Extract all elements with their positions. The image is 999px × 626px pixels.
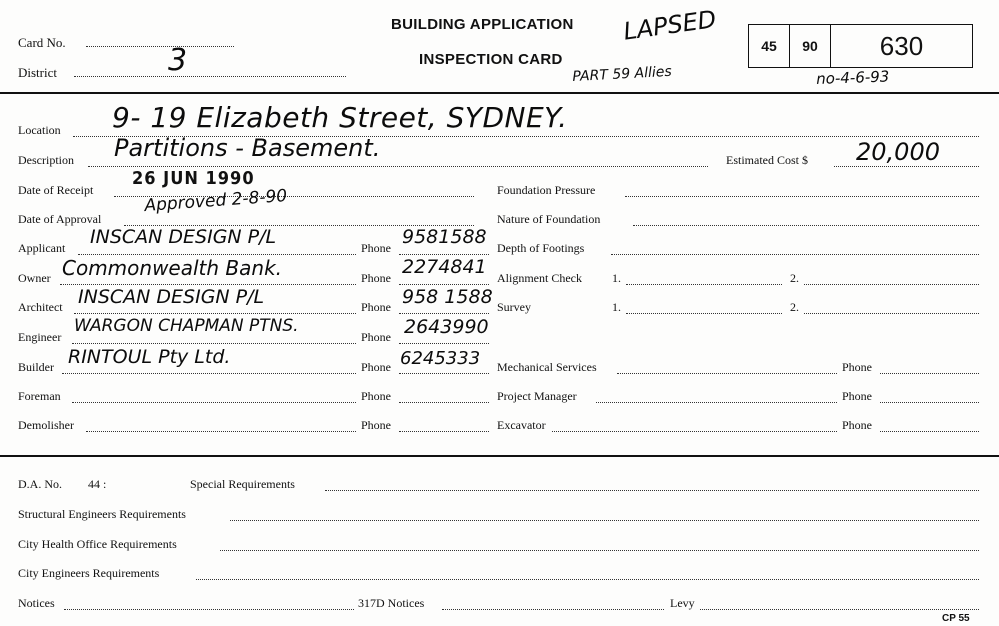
alignment-check-label: Alignment Check — [497, 271, 582, 285]
owner-value: Commonwealth Bank. — [62, 256, 283, 280]
foreman-label: Foreman — [18, 389, 61, 403]
city-engineers-label: City Engineers Requirements — [18, 566, 160, 580]
applicant-phone: 9581588 — [402, 226, 487, 248]
mechanical-services-phone-line — [880, 373, 979, 374]
foundation-pressure-line — [625, 196, 979, 197]
engineer-phone-line — [399, 343, 489, 344]
excavator-phone-label: Phone — [842, 418, 872, 432]
notices-line — [64, 609, 354, 610]
date-of-approval-label: Date of Approval — [18, 212, 102, 226]
engineer-line — [72, 343, 356, 344]
title-line1: BUILDING APPLICATION — [391, 16, 574, 33]
architect-label: Architect — [18, 300, 63, 314]
applicant-phone-label: Phone — [361, 241, 391, 255]
foreman-phone-line — [399, 402, 489, 403]
city-engineers-line — [196, 579, 979, 580]
survey-2-label: 2. — [790, 300, 799, 314]
mechanical-services-label: Mechanical Services — [497, 360, 597, 374]
builder-phone-line — [399, 373, 489, 374]
foreman-line — [72, 402, 356, 403]
alignment-check-1-line — [626, 284, 782, 285]
engineer-phone-label: Phone — [361, 330, 391, 344]
project-manager-label: Project Manager — [497, 389, 577, 403]
special-requirements-line — [325, 490, 979, 491]
district-line — [74, 76, 346, 77]
architect-phone-label: Phone — [361, 300, 391, 314]
notices-label: Notices — [18, 596, 55, 610]
number-box-1 — [748, 24, 790, 68]
location-label: Location — [18, 123, 61, 137]
form-code: CP 55 — [942, 613, 970, 624]
number-box-3-value: 630 — [879, 30, 924, 61]
demolisher-phone-label: Phone — [361, 418, 391, 432]
excavator-phone-line — [880, 431, 979, 432]
number-box-3 — [830, 24, 973, 68]
builder-line — [62, 373, 356, 374]
receipt-stamp: 26 JUN 1990 — [132, 168, 255, 189]
architect-value: INSCAN DESIGN P/L — [78, 286, 265, 308]
demolisher-label: Demolisher — [18, 418, 74, 432]
architect-phone: 958 1588 — [402, 286, 493, 308]
description-value: Partitions - Basement. — [114, 134, 381, 162]
date-of-receipt-label: Date of Receipt — [18, 183, 94, 197]
notices-317d-line — [442, 609, 664, 610]
demolisher-phone-line — [399, 431, 489, 432]
notices-317d-label: 317D Notices — [358, 596, 425, 610]
survey-1-line — [626, 313, 782, 314]
architect-phone-line — [399, 313, 489, 314]
levy-label: Levy — [670, 596, 695, 610]
footer-divider — [0, 455, 999, 457]
demolisher-line — [86, 431, 356, 432]
structural-label: Structural Engineers Requirements — [18, 507, 186, 521]
number-box-2-value: 90 — [802, 38, 818, 54]
applicant-phone-line — [399, 254, 489, 255]
engineer-phone: 2643990 — [404, 316, 489, 338]
district-label: District — [18, 65, 57, 80]
card-no-label: Card No. — [18, 35, 66, 50]
depth-of-footings-line — [611, 254, 979, 255]
applicant-label: Applicant — [18, 241, 66, 255]
city-health-label: City Health Office Requirements — [18, 537, 177, 551]
city-health-line — [220, 550, 979, 551]
depth-of-footings-label: Depth of Footings — [497, 241, 585, 255]
date-of-approval-value: Approved 2-8-90 — [143, 186, 288, 216]
project-manager-phone-label: Phone — [842, 389, 872, 403]
builder-phone-label: Phone — [361, 360, 391, 374]
builder-value: RINTOUL Pty Ltd. — [68, 346, 231, 368]
builder-phone: 6245333 — [400, 348, 481, 369]
number-box-2 — [789, 24, 831, 68]
part-note: PART 59 Allies — [571, 63, 673, 85]
survey-2-line — [804, 313, 979, 314]
architect-line — [74, 313, 356, 314]
owner-phone: 2274841 — [402, 256, 487, 278]
applicant-value: INSCAN DESIGN P/L — [90, 226, 277, 248]
date-note: no-4-6-93 — [815, 67, 890, 88]
nature-of-foundation-line — [633, 225, 979, 226]
district-value: 3 — [168, 43, 188, 78]
engineer-label: Engineer — [18, 330, 62, 344]
alignment-check-2-label: 2. — [790, 271, 799, 285]
da-no-label: D.A. No. — [18, 477, 62, 491]
estimated-cost-value: 20,000 — [856, 138, 940, 166]
engineer-value: WARGON CHAPMAN PTNS. — [74, 316, 299, 336]
estimated-cost-line — [834, 166, 979, 167]
number-box-1-value: 45 — [761, 38, 777, 54]
foundation-pressure-label: Foundation Pressure — [497, 183, 596, 197]
lapsed-note: LAPSED — [621, 5, 718, 46]
foreman-phone-label: Phone — [361, 389, 391, 403]
mechanical-services-phone-label: Phone — [842, 360, 872, 374]
survey-label: Survey — [497, 300, 531, 314]
survey-1-label: 1. — [612, 300, 621, 314]
mechanical-services-line — [617, 373, 837, 374]
special-requirements-label: Special Requirements — [190, 477, 295, 491]
alignment-check-2-line — [804, 284, 979, 285]
nature-of-foundation-label: Nature of Foundation — [497, 212, 601, 226]
owner-phone-label: Phone — [361, 271, 391, 285]
project-manager-line — [596, 402, 837, 403]
excavator-label: Excavator — [497, 418, 546, 432]
owner-line — [60, 284, 356, 285]
description-line — [88, 166, 708, 167]
header-divider — [0, 92, 999, 94]
owner-phone-line — [399, 284, 489, 285]
levy-line — [700, 609, 979, 610]
project-manager-phone-line — [880, 402, 979, 403]
alignment-check-1-label: 1. — [612, 271, 621, 285]
estimated-cost-label: Estimated Cost $ — [726, 153, 808, 167]
applicant-line — [78, 254, 356, 255]
builder-label: Builder — [18, 360, 54, 374]
da-no-value: 44 : — [88, 477, 107, 491]
description-label: Description — [18, 153, 74, 167]
owner-label: Owner — [18, 271, 51, 285]
excavator-line — [552, 431, 837, 432]
card-no-line — [86, 46, 234, 47]
structural-line — [230, 520, 979, 521]
title-line2: INSPECTION CARD — [419, 51, 563, 68]
location-value: 9- 19 Elizabeth Street, SYDNEY. — [112, 101, 568, 134]
